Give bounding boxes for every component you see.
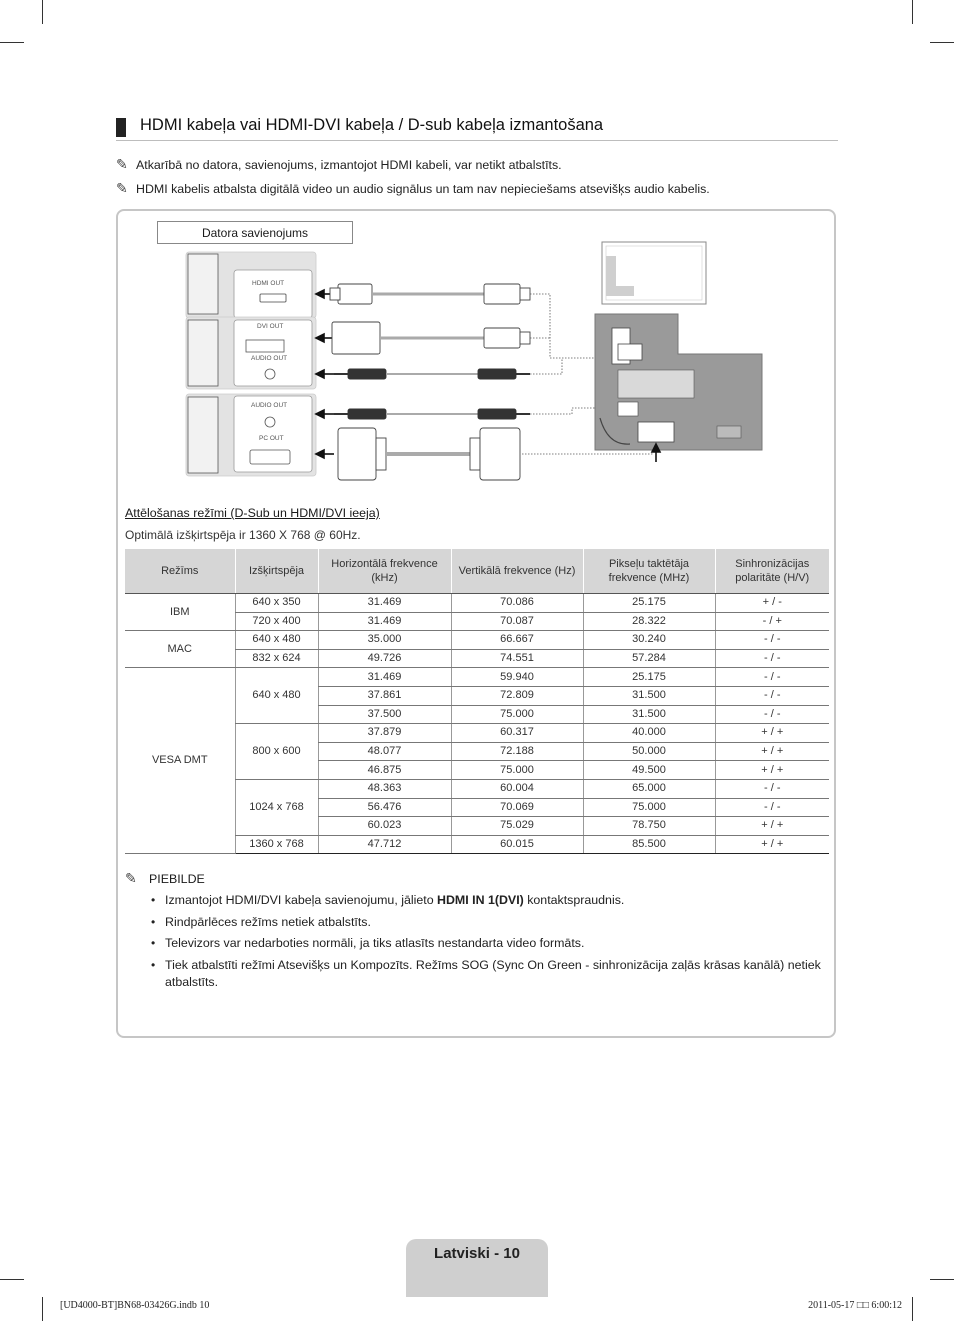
value-cell: 48.363 [318,779,451,798]
value-cell: 46.875 [318,761,451,780]
value-cell: 48.077 [318,742,451,761]
bullet-text: Televizors var nedarboties normāli, ja tiks atlasīts nestandarta video formāts. [165,936,585,950]
port-label-audio-out: AUDIO OUT [251,402,288,409]
value-cell: 75.000 [451,705,583,724]
value-cell: 60.023 [318,817,451,836]
value-cell: + / + [715,835,829,854]
bullet-bold: HDMI IN 1(DVI) [437,893,524,907]
value-cell: 60.004 [451,779,583,798]
value-cell: 40.000 [583,724,715,743]
value-cell: 37.500 [318,705,451,724]
resolution-cell: 1360 x 768 [235,835,318,854]
value-cell: 31.469 [318,668,451,687]
value-cell: - / - [715,779,829,798]
value-cell: - / - [715,705,829,724]
list-item [151,892,821,909]
modes-heading: Attēlošanas režīmi (D-Sub un HDMI/DVI ieeja) [125,506,380,520]
crop-mark [930,42,954,43]
column-header: Izšķirtspēja [235,549,318,594]
note-2 [116,180,710,197]
mode-cell: MAC [125,631,235,668]
value-cell: 31.469 [318,594,451,613]
footer-left: [UD4000-BT]BN68-03426G.indb 10 [60,1300,210,1311]
value-cell: 70.086 [451,594,583,613]
resolution-cell: 640 x 350 [235,594,318,613]
value-cell: 75.000 [451,761,583,780]
port-label-dvi-out: DVI OUT [257,323,284,330]
section-title-text: HDMI kabeļa vai HDMI-DVI kabeļa / D-sub kabeļa izmantošana [140,116,604,134]
crop-mark [930,1279,954,1280]
bullet-text: Tiek atbalstīti režīmi Atsevišķs un Kompozīts. Režīms SOG (Sync On Green - sinhronizācija zaļās krāsas kanālā) netiek atbalstīts. [165,957,821,989]
value-cell: + / - [715,594,829,613]
value-cell: + / + [715,742,829,761]
note-list [151,892,821,995]
value-cell: - / - [715,668,829,687]
table-row [125,668,829,687]
value-cell: 66.667 [451,631,583,650]
value-cell: - / - [715,686,829,705]
resolution-cell: 720 x 400 [235,612,318,631]
crop-mark [42,1297,43,1321]
value-cell: + / + [715,761,829,780]
value-cell: 37.879 [318,724,451,743]
port-label-pc-out: PC OUT [259,435,284,442]
connection-diagram [152,218,772,488]
note-text: Atkarībā no datora, savienojums, izmantojot HDMI kabeli, var netikt atbalstīts. [136,158,562,172]
value-cell: 57.284 [583,649,715,668]
value-cell: 31.469 [318,612,451,631]
page-number-tab [406,1239,548,1297]
value-cell: 60.015 [451,835,583,854]
pencil-icon: ✎ [125,870,137,886]
column-header: Pikseļu taktētāja frekvence (MHz) [583,549,715,594]
column-header: Horizontālā frekvence (kHz) [318,549,451,594]
value-cell: 47.712 [318,835,451,854]
list-item [151,914,821,931]
value-cell: 49.726 [318,649,451,668]
crop-mark [42,0,43,24]
list-item [151,957,821,991]
resolution-cell: 640 x 480 [235,668,318,724]
optimal-resolution: Optimālā izšķirtspēja ir 1360 X 768 @ 60Hz. [125,528,361,542]
value-cell: 30.240 [583,631,715,650]
column-header: Režīms [125,549,235,594]
value-cell: 35.000 [318,631,451,650]
resolution-cell: 800 x 600 [235,724,318,780]
value-cell: 75.029 [451,817,583,836]
value-cell: + / + [715,724,829,743]
value-cell: 72.809 [451,686,583,705]
bullet-text: Rindpārlēces režīms netiek atbalstīts. [165,914,371,929]
port-label-audio-out: AUDIO OUT [251,355,288,362]
section-title [116,116,838,141]
mode-cell: IBM [125,594,235,631]
value-cell: 59.940 [451,668,583,687]
value-cell: 31.500 [583,705,715,724]
pc-tower-2 [186,317,316,389]
value-cell: 31.500 [583,686,715,705]
list-item [151,935,821,952]
diagram-label: Datora savienojums [157,221,353,244]
resolution-cell: 640 x 480 [235,631,318,650]
value-cell: 74.551 [451,649,583,668]
pencil-icon: ✎ [116,180,128,196]
value-cell: 50.000 [583,742,715,761]
crop-mark [0,1279,24,1280]
mode-cell: VESA DMT [125,668,235,854]
title-marker [116,118,126,137]
crop-mark [912,0,913,24]
value-cell: 85.500 [583,835,715,854]
note-heading-text: PIEBILDE [149,872,205,886]
pencil-icon: ✎ [116,156,128,172]
value-cell: 28.322 [583,612,715,631]
crop-mark [0,42,24,43]
note-text: HDMI kabelis atbalsta digitālā video un audio signālus un tam nav nepieciešams atsevišķs audio kabelis. [136,182,710,196]
value-cell: + / + [715,817,829,836]
value-cell: 56.476 [318,798,451,817]
page-label: Latviski - 10 [434,1245,520,1262]
value-cell: 65.000 [583,779,715,798]
bullet-text: Izmantojot HDMI/DVI kabeļa savienojumu, jālieto [165,893,438,907]
value-cell: 49.500 [583,761,715,780]
table-header-row [125,549,829,594]
value-cell: 70.069 [451,798,583,817]
value-cell: - / - [715,631,829,650]
value-cell: 78.750 [583,817,715,836]
table-row [125,631,829,650]
note-1 [116,156,562,173]
bullet-text: kontaktspraudnis. [523,893,625,907]
value-cell: 25.175 [583,668,715,687]
column-header: Vertikālā frekvence (Hz) [451,549,583,594]
table-row [125,594,829,613]
crop-mark [912,1297,913,1321]
pc-tower-1 [186,252,316,318]
value-cell: 37.861 [318,686,451,705]
value-cell: 72.188 [451,742,583,761]
value-cell: 60.317 [451,724,583,743]
value-cell: - / - [715,649,829,668]
column-header: Sinhronizācijas polaritāte (H/V) [715,549,829,594]
port-label-hdmi-out: HDMI OUT [252,280,285,287]
display-modes-table [125,549,829,854]
note-heading [125,870,205,887]
value-cell: - / - [715,798,829,817]
value-cell: 25.175 [583,594,715,613]
resolution-cell: 1024 x 768 [235,779,318,835]
footer-right: 2011-05-17 □□ 6:00:12 [808,1300,902,1311]
resolution-cell: 832 x 624 [235,649,318,668]
value-cell: 75.000 [583,798,715,817]
value-cell: 70.087 [451,612,583,631]
value-cell: - / + [715,612,829,631]
